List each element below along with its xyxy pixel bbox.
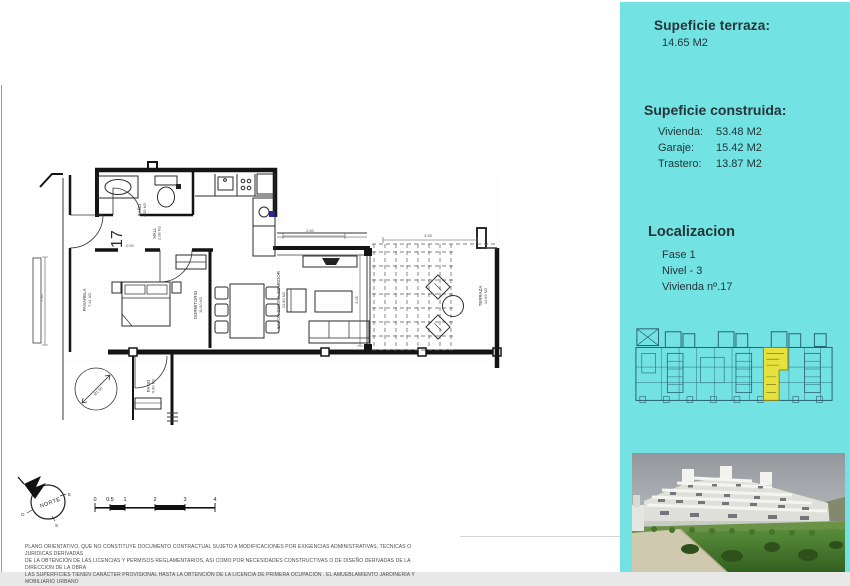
svg-text:2: 2 (153, 497, 157, 503)
svg-text:Ø1.50: Ø1.50 (92, 385, 104, 397)
svg-text:S: S (55, 523, 59, 528)
scale-bar (93, 497, 216, 512)
svg-text:E: E (68, 492, 72, 497)
plan-marker-blue (269, 211, 275, 217)
svg-text:5.80 M2: 5.80 M2 (150, 378, 156, 394)
location-section (648, 224, 735, 295)
patio-furniture (135, 398, 161, 409)
svg-text:3: 3 (183, 497, 187, 503)
svg-text:DORMITORIO: DORMITORIO (193, 290, 198, 320)
legal-disclaimer (25, 544, 437, 586)
plan-grid-texture (62, 170, 500, 362)
built-area-value: 53.48 M2 (716, 126, 762, 138)
svg-text:2.08 M2: 2.08 M2 (156, 225, 162, 241)
svg-text:14.65 M2: 14.65 M2 (483, 287, 488, 305)
svg-text:NORTE: NORTE (39, 496, 62, 510)
terrace-area-value: 14.65 M2 (662, 37, 708, 49)
built-area-row (658, 156, 786, 172)
disclaimer-line: LAS SUPERFICIES TIENEN CARÁCTER PROVISIONAL HASTA LA OBTENCIÓN DE LA LICENCIA DE PRIMERA OCUPACIÓN . EL AMUEBLAMIENTO JARDINERIA Y MOBILIARIO URBANO (25, 572, 415, 585)
unit-number: 17 (109, 230, 126, 248)
room-label-hall (152, 226, 162, 240)
svg-text:TERRAZA: TERRAZA (478, 285, 483, 307)
built-area-row (658, 140, 786, 156)
svg-text:1: 1 (123, 497, 127, 503)
terrace-area-section (654, 18, 770, 49)
location-item: Nivel - 3 (662, 265, 703, 277)
room-label-patio (146, 379, 156, 393)
terrace-area-title: Supeficie terraza: (654, 18, 771, 33)
building-photo (632, 453, 845, 572)
svg-text:4: 4 (213, 497, 217, 503)
svg-text:0.5: 0.5 (106, 497, 114, 503)
svg-text:PASARELA: PASARELA (82, 288, 87, 312)
svg-text:PATIO: PATIO (146, 379, 151, 393)
room-label-bano (137, 203, 147, 217)
disclaimer-line: PLANO ORIENTATIVO, QUE NO CONSTITUYE DOCUMENTO CONTRACTUAL SUJETO A MODIFICACIONES POR EXIGENCIAS ADMINISTRATIVAS, TECNICAS O JURIDICAS DERIVADAS (25, 544, 412, 557)
location-item: Fase 1 (662, 249, 696, 261)
svg-text:3.05: 3.05 (354, 296, 359, 304)
disclaimer-line: DE LA OBTENCIÓN DE LAS LICENCIAS Y PERMISOS REGLAMENTARIOS, ASI COMO POR NECESIDADES CONSTRUCTIVAS O DE DISEÑO DERIVADAS DE LA DIRECCION DE LA OBRA (25, 558, 411, 571)
svg-text:HALL: HALL (152, 227, 157, 239)
built-area-value: 15.42 M2 (716, 142, 762, 154)
svg-text:BAÑO: BAÑO (137, 203, 142, 217)
svg-text:7.45: 7.45 (39, 294, 44, 302)
built-area-row (658, 124, 786, 140)
svg-text:24.80 M2: 24.80 M2 (280, 291, 286, 309)
svg-text:3.95: 3.95 (424, 233, 432, 238)
svg-text:11.00 M2: 11.00 M2 (198, 297, 203, 313)
svg-text:7.41 M2: 7.41 M2 (86, 292, 92, 308)
info-sidebar (620, 2, 850, 572)
location-title: Localizacion (648, 224, 736, 240)
built-area-value: 13.87 M2 (716, 158, 762, 170)
room-label-terraza (478, 286, 488, 307)
built-area-section (644, 102, 786, 172)
svg-text:0: 0 (93, 497, 97, 503)
location-item: Vivienda nº.17 (662, 281, 733, 293)
svg-text:0.90: 0.90 (126, 243, 134, 248)
svg-text:SALON-COCINA-COMEDOR: SALON-COCINA-COMEDOR (276, 271, 281, 329)
built-area-label: Vivienda: (658, 126, 704, 138)
svg-text:4.20 M2: 4.20 M2 (142, 202, 147, 218)
svg-text:2.60: 2.60 (306, 228, 314, 233)
north-compass-icon (18, 476, 71, 528)
built-area-label: Garaje: (658, 142, 695, 154)
turning-circle (75, 368, 117, 410)
svg-text:O: O (21, 512, 25, 517)
building-locator-plan (632, 323, 836, 419)
built-area-label: Trastero: (658, 158, 702, 170)
built-area-title: Supeficie construida: (644, 102, 787, 118)
